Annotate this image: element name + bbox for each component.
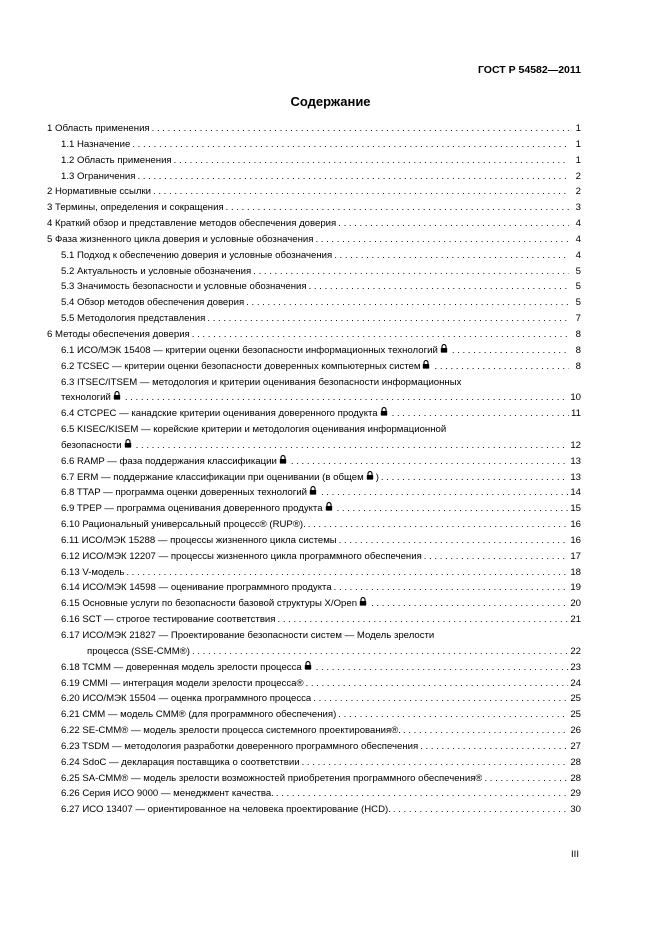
toc-entry-page: 3 xyxy=(575,202,581,214)
leader-dots xyxy=(403,723,568,739)
lock-icon xyxy=(440,343,448,352)
leader-dots xyxy=(309,279,569,295)
toc-entry[interactable] xyxy=(47,470,581,486)
toc-entry-text: 6.22 SE-CMM® — модель зрелости процесса системного проектирования®. xyxy=(61,725,401,737)
leader-dots xyxy=(302,755,569,771)
leader-dots xyxy=(126,565,568,581)
lock-icon xyxy=(380,406,388,415)
toc-entry[interactable] xyxy=(47,153,581,169)
leader-dots xyxy=(246,295,569,311)
toc-entry[interactable] xyxy=(47,200,581,216)
toc-entry-page: 17 xyxy=(570,550,581,562)
toc-entry-page: 11 xyxy=(571,408,581,420)
toc-entry-text: 6.1 ИСО/МЭК 15408 — критерии оценки безопасности информационных технологий xyxy=(61,344,438,356)
toc-entry-page: 29 xyxy=(570,788,581,800)
toc-entry-page: 8 xyxy=(575,344,581,356)
toc-entry-page: 14 xyxy=(570,487,581,499)
toc-entry[interactable] xyxy=(47,596,581,612)
toc-title: Содержание xyxy=(290,94,371,109)
leader-dots xyxy=(338,707,568,723)
toc-entry-text: 6.20 ИСО/МЭК 15504 — оценка программного процесса xyxy=(61,693,312,705)
toc-entry-text: 6.27 ИСО 13407 — ориентированное на человека проектирование (HCD). xyxy=(61,804,391,816)
toc-entry[interactable] xyxy=(47,216,581,232)
toc-entry[interactable] xyxy=(47,549,581,565)
leader-dots xyxy=(192,327,569,343)
leader-dots xyxy=(434,359,569,375)
toc-entry[interactable] xyxy=(47,232,581,248)
toc-entry-page: 5 xyxy=(575,265,581,277)
leader-dots xyxy=(316,660,569,676)
toc-entry[interactable] xyxy=(47,723,581,739)
leader-dots xyxy=(137,169,569,185)
leader-dots xyxy=(338,216,569,232)
lock-icon xyxy=(279,454,287,463)
toc-entry-text: 6.11 ИСО/МЭК 15288 — процессы жизненного цикла системы xyxy=(61,534,337,546)
leader-dots xyxy=(308,517,569,533)
toc-entry-page: 16 xyxy=(570,519,581,531)
toc-entry-page: 2 xyxy=(575,186,581,198)
toc-entry-text: 6.17 ИСО/МЭК 21827 — Проектирование безопасности систем — Модель зрелости xyxy=(61,630,435,641)
toc-entry[interactable] xyxy=(47,248,581,264)
toc-entry[interactable] xyxy=(47,771,581,787)
table-of-contents xyxy=(47,121,581,818)
toc-entry-text: 6.21 CMM — модель CMM® (для программного обеспечения) xyxy=(61,709,337,721)
toc-entry[interactable] xyxy=(47,691,581,707)
toc-entry-text: 6.13 V-модель xyxy=(61,566,125,578)
leader-dots xyxy=(153,184,569,200)
leader-dots xyxy=(334,248,569,264)
leader-dots xyxy=(152,121,569,137)
toc-entry-text-continued: безопасности xyxy=(61,439,122,451)
toc-entry-text: 5.4 Обзор методов обеспечения доверия xyxy=(61,297,245,309)
toc-entry[interactable] xyxy=(47,343,581,359)
toc-entry-line xyxy=(61,438,581,454)
leader-dots xyxy=(132,137,569,153)
leader-dots xyxy=(484,771,568,787)
leader-dots xyxy=(371,596,568,612)
leader-dots xyxy=(291,454,568,470)
toc-entry[interactable] xyxy=(47,660,581,676)
toc-entry-text: 6.6 RAMP — фаза поддержания классификации xyxy=(61,455,277,467)
toc-entry[interactable] xyxy=(47,264,581,280)
toc-entry-text: 5 Фаза жизненного цикла доверия и условные обозначения xyxy=(47,233,314,245)
toc-entry-text: 6.23 TSDM — методология разработки доверенного программного обеспечения xyxy=(61,740,419,752)
toc-entry[interactable] xyxy=(47,454,581,470)
toc-entry[interactable] xyxy=(47,169,581,185)
lock-icon xyxy=(359,596,367,605)
leader-dots xyxy=(207,311,569,327)
toc-entry-text: 6.15 Основные услуги по безопасности базовой структуры X/Open xyxy=(61,598,358,610)
toc-entry-page: 5 xyxy=(575,297,581,309)
toc-entry-text: 6.4 CTCPEC — канадские критерии оценивания доверенного продукта xyxy=(61,408,378,420)
toc-entry-text: 1 Область применения xyxy=(47,123,150,134)
toc-entry-text-continued: процесса (SSE-CMM®) xyxy=(87,645,190,657)
toc-entry-page: 1 xyxy=(575,123,581,134)
toc-entry-line xyxy=(61,644,581,660)
leader-dots xyxy=(337,501,569,517)
leader-dots xyxy=(321,485,568,501)
toc-entry-page: 8 xyxy=(575,360,581,372)
toc-entry-page: 25 xyxy=(570,709,581,721)
toc-entry-page: 30 xyxy=(570,804,581,816)
toc-entry[interactable] xyxy=(47,565,581,581)
toc-entry-page: 18 xyxy=(570,566,581,578)
lock-icon xyxy=(124,438,132,447)
lock-icon xyxy=(422,359,430,368)
toc-entry-page: 23 xyxy=(570,661,581,673)
toc-entry-text: 6.2 TCSEC — критерии оценки безопасности доверенных компьютерных систем xyxy=(61,360,421,372)
leader-dots xyxy=(125,390,568,406)
toc-entry-text: 6.5 KISEC/KISEM — корейские критерии и методология оценивания информационной xyxy=(61,424,447,436)
toc-entry[interactable] xyxy=(47,485,581,501)
leader-dots xyxy=(136,438,569,454)
toc-entry[interactable] xyxy=(47,121,581,137)
toc-entry-text: 6.12 ИСО/МЭК 12207 — процессы жизненного цикла программного обеспечения xyxy=(61,550,422,562)
toc-entry-page: 15 xyxy=(570,503,581,515)
leader-dots xyxy=(306,676,569,692)
toc-entry-text: 5.3 Значимость безопасности и условные обозначения xyxy=(61,281,307,293)
toc-entry-page: 22 xyxy=(570,645,581,657)
leader-dots xyxy=(339,533,569,549)
toc-entry-text: 6.8 TTAP — программа оценки доверенных технологий xyxy=(61,487,307,499)
toc-entry-text: 6.19 CMMI — интеграция модели зрелости процесса® xyxy=(61,677,304,689)
leader-dots xyxy=(381,470,568,486)
toc-entry-text: 6.24 SdoC — декларация поставщика о соответствии xyxy=(61,756,300,768)
toc-entry-page: 13 xyxy=(570,455,581,467)
toc-entry[interactable] xyxy=(47,184,581,200)
toc-entry[interactable] xyxy=(47,359,581,375)
page-number: III xyxy=(571,849,579,860)
toc-entry[interactable] xyxy=(47,628,581,660)
toc-entry[interactable] xyxy=(47,137,581,153)
leader-dots xyxy=(174,153,569,169)
lock-icon xyxy=(304,660,312,669)
leader-dots xyxy=(334,580,569,596)
toc-entry-text: 4 Краткий обзор и представление методов обеспечения доверия xyxy=(47,218,337,230)
leader-dots xyxy=(392,406,569,422)
leader-dots xyxy=(315,232,569,248)
toc-entry-page: 1 xyxy=(575,154,581,166)
toc-entry-text: 1.2 Область применения xyxy=(61,154,172,166)
leader-dots xyxy=(226,200,569,216)
toc-entry-page: 26 xyxy=(570,725,581,737)
leader-dots xyxy=(452,343,569,359)
toc-entry[interactable] xyxy=(47,802,581,818)
toc-entry[interactable] xyxy=(47,327,581,343)
toc-entry-page: 28 xyxy=(570,756,581,768)
toc-entry-text: 6.18 TCMM — доверенная модель зрелости процесса xyxy=(61,661,302,673)
toc-entry[interactable] xyxy=(47,375,581,407)
toc-entry[interactable] xyxy=(47,501,581,517)
toc-entry-page: 21 xyxy=(570,614,581,626)
toc-entry-text: 6.7 ERM — поддержание классификации при оценивании (в общем xyxy=(61,471,364,483)
toc-entry-line xyxy=(61,375,581,391)
leader-dots xyxy=(420,739,568,755)
leader-dots xyxy=(276,786,568,802)
toc-entry-line xyxy=(61,390,581,406)
toc-entry-page: 4 xyxy=(575,218,581,230)
toc-entry-page: 16 xyxy=(570,534,581,546)
toc-entry-text-continued: технологий xyxy=(61,392,111,404)
toc-entry-text: 3 Термины, определения и сокращения xyxy=(47,202,224,214)
toc-entry[interactable] xyxy=(47,580,581,596)
toc-entry-text: 6.3 ITSEC/ITSEM — методология и критерии оценивания безопасности информационных xyxy=(61,376,462,388)
toc-entry-page: 4 xyxy=(575,249,581,261)
toc-entry-page: 4 xyxy=(575,233,581,245)
toc-entry-page: 19 xyxy=(570,582,581,594)
toc-entry-page: 20 xyxy=(570,598,581,610)
toc-entry[interactable] xyxy=(47,612,581,628)
toc-entry-page: 24 xyxy=(570,677,581,689)
toc-entry[interactable] xyxy=(47,786,581,802)
toc-entry[interactable] xyxy=(47,676,581,692)
toc-entry-page: 8 xyxy=(575,328,581,340)
toc-entry-page: 1 xyxy=(575,138,581,150)
toc-entry[interactable] xyxy=(47,422,581,454)
toc-entry-text: 1.3 Ограничения xyxy=(61,170,136,182)
toc-entry-page: 25 xyxy=(570,693,581,705)
toc-entry-text: 6.25 SA-CMM® — модель зрелости возможностей приобретения программного обеспечения® xyxy=(61,772,483,784)
toc-entry-text: 2 Нормативные ссылки xyxy=(47,186,152,198)
toc-entry-text: 6.26 Серия ИСО 9000 — менеджмент качества. xyxy=(61,788,274,800)
lock-icon xyxy=(309,485,317,494)
toc-entry-text: 5.1 Подход к обеспечению доверия и условные обозначения xyxy=(61,249,333,261)
toc-entry[interactable] xyxy=(47,739,581,755)
toc-entry[interactable] xyxy=(47,295,581,311)
toc-entry-text: 1.1 Назначение xyxy=(61,138,131,150)
toc-entry-text: 6.9 TPEP — программа оценивания доверенного продукта xyxy=(61,503,323,515)
leader-dots xyxy=(393,802,568,818)
toc-entry[interactable] xyxy=(47,279,581,295)
toc-entry[interactable] xyxy=(47,406,581,422)
leader-dots xyxy=(192,644,568,660)
toc-entry-line xyxy=(61,422,581,438)
toc-entry-text: 6.14 ИСО/МЭК 14598 — оценивание программного продукта xyxy=(61,582,332,594)
toc-entry-page: 28 xyxy=(570,772,581,784)
standard-header: ГОСТ Р 54582—2011 xyxy=(477,64,581,76)
toc-entry[interactable] xyxy=(47,517,581,533)
toc-entry-text-after: ) xyxy=(375,471,379,483)
toc-entry-page: 5 xyxy=(575,281,581,293)
toc-entry-page: 7 xyxy=(575,313,581,325)
leader-dots xyxy=(424,549,569,565)
leader-dots xyxy=(277,612,568,628)
toc-entry[interactable] xyxy=(47,533,581,549)
leader-dots xyxy=(253,264,569,280)
toc-entry-text: 6.10 Рациональный универсальный процесс® (RUP®). xyxy=(61,519,306,531)
toc-entry[interactable] xyxy=(47,707,581,723)
lock-icon xyxy=(325,501,333,510)
toc-entry-page: 13 xyxy=(570,471,581,483)
toc-entry-page: 2 xyxy=(575,170,581,182)
toc-entry[interactable] xyxy=(47,755,581,771)
toc-entry-page: 12 xyxy=(570,439,581,451)
lock-icon xyxy=(366,470,374,479)
toc-entry-text: 6.16 SCT — строгое тестирование соответствия xyxy=(61,614,276,626)
toc-entry-line xyxy=(61,628,581,644)
toc-entry-text: 5.5 Методология представления xyxy=(61,313,206,325)
toc-entry[interactable] xyxy=(47,311,581,327)
toc-entry-text: 5.2 Актуальность и условные обозначения xyxy=(61,265,252,277)
leader-dots xyxy=(313,691,568,707)
toc-entry-text: 6 Методы обеспечения доверия xyxy=(47,328,190,340)
toc-entry-page: 27 xyxy=(570,740,581,752)
lock-icon xyxy=(113,390,121,399)
toc-entry-page: 10 xyxy=(570,392,581,404)
